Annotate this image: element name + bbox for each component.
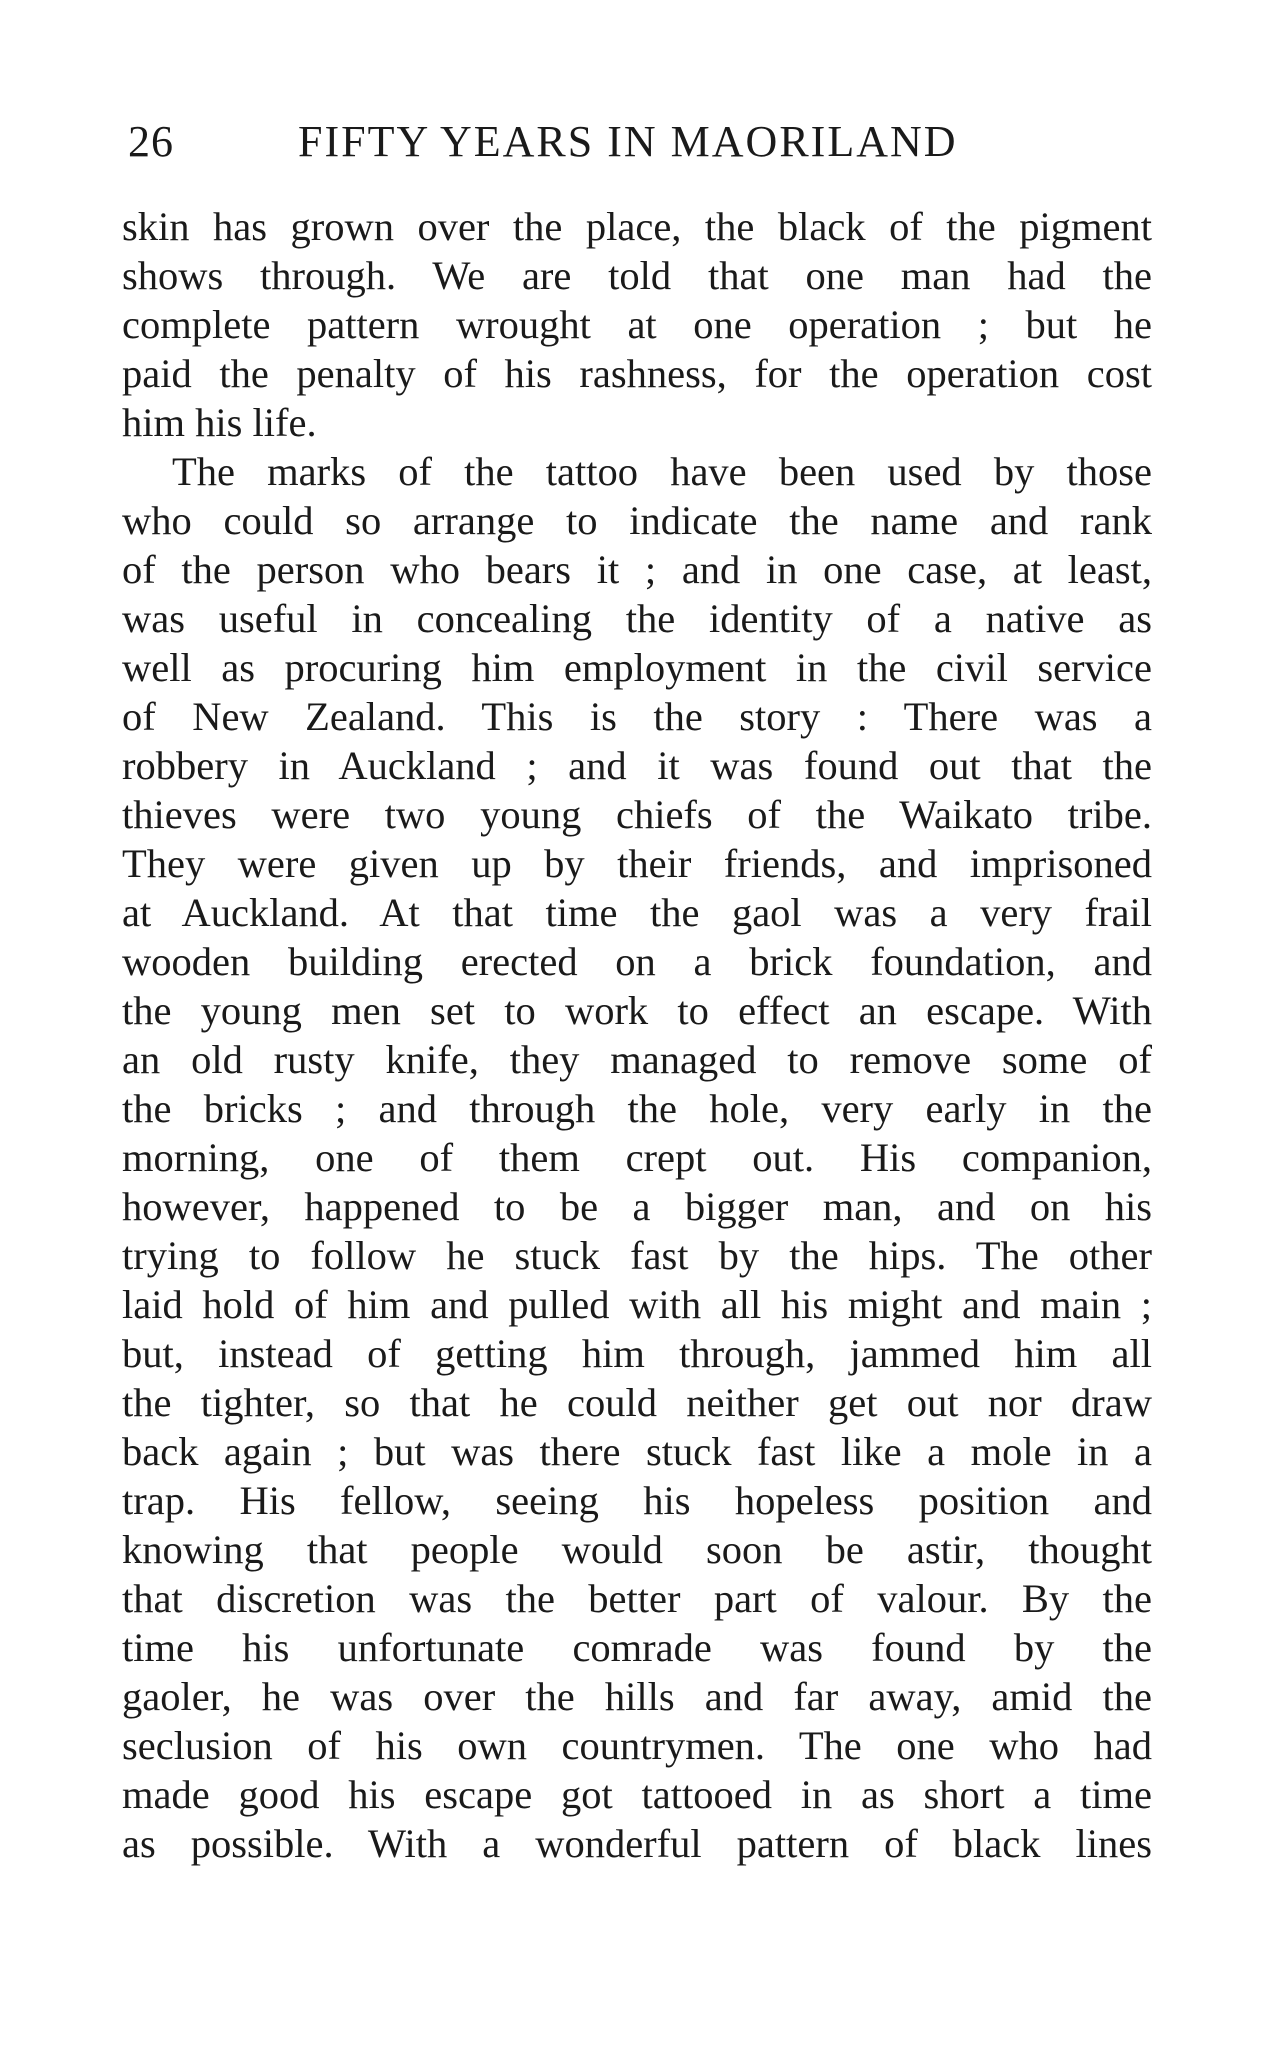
text-line: the tighter, so that he could neither get out nor draw [122,1380,1152,1425]
text-line: They were given up by their friends, and imprisoned [122,841,1152,886]
text-line: was useful in concealing the identity of a native as [122,596,1152,641]
text-line: knowing that people would soon be astir, thought [122,1527,1152,1572]
text-line: back again ; but was there stuck fast like a mole in a [122,1429,1152,1474]
page-number: 26 [128,117,174,166]
text-line: robbery in Auckland ; and it was found out that the [122,743,1152,788]
text-line: of New Zealand. This is the story : There was a [122,694,1152,739]
text-line: wooden building erected on a brick foundation, and [122,939,1152,984]
text-line: him his life. [122,400,317,445]
text-line: of the person who bears it ; and in one case, at least, [122,547,1152,592]
text-line: at Auckland. At that time the gaol was a very frail [122,890,1152,935]
text-line: but, instead of getting him through, jammed him all [122,1331,1152,1376]
text-line: shows through. We are told that one man had the [122,253,1152,298]
text-line: however, happened to be a bigger man, and on his [122,1184,1152,1229]
text-line: complete pattern wrought at one operation ; but he [122,302,1152,347]
text-line: laid hold of him and pulled with all his might and main ; [122,1282,1152,1327]
text-line: made good his escape got tattooed in as short a time [122,1772,1152,1817]
paragraph-start-line: The marks of the tattoo have been used by those [172,449,1152,494]
text-line: trap. His fellow, seeing his hopeless position and [122,1478,1152,1523]
body-text [122,202,1152,1868]
text-line: as possible. With a wonderful pattern of black lines [122,1821,1152,1866]
text-line: the bricks ; and through the hole, very early in the [122,1086,1152,1131]
text-line: an old rusty knife, they managed to remove some of [122,1037,1152,1082]
text-line: seclusion of his own countrymen. The one who had [122,1723,1152,1768]
text-line: paid the penalty of his rashness, for the operation cost [122,351,1152,396]
book-title: FIFTY YEARS IN MAORILAND [298,117,958,166]
running-head [128,112,1148,172]
text-line: trying to follow he stuck fast by the hips. The other [122,1233,1152,1278]
text-line: skin has grown over the place, the black of the pigment [122,204,1152,249]
text-line: morning, one of them crept out. His companion, [122,1135,1152,1180]
text-line: that discretion was the better part of valour. By the [122,1576,1152,1621]
text-line: the young men set to work to effect an escape. With [122,988,1152,1033]
text-line: who could so arrange to indicate the name and rank [122,498,1152,543]
text-line: thieves were two young chiefs of the Waikato tribe. [122,792,1152,837]
text-line: time his unfortunate comrade was found by the [122,1625,1152,1670]
text-line: well as procuring him employment in the civil service [122,645,1152,690]
text-line: gaoler, he was over the hills and far away, amid the [122,1674,1152,1719]
